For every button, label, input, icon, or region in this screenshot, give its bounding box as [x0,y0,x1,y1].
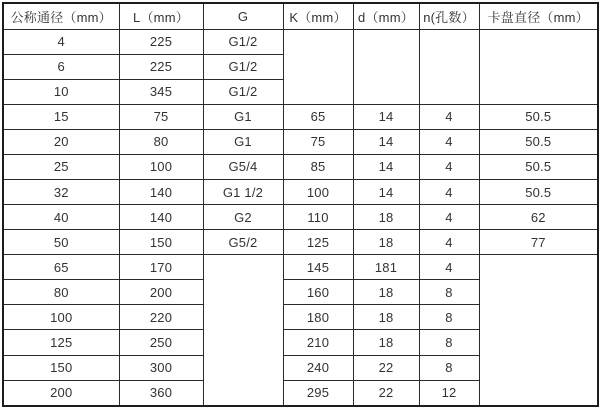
table-cell: 15 [3,104,119,129]
table-cell: 160 [283,280,353,305]
table-cell: G1 1/2 [203,179,283,204]
header-cell-G: G [203,3,283,29]
table-cell: 22 [353,380,419,406]
table-body [3,29,598,406]
table-cell: 4 [3,29,119,54]
table-cell: 4 [419,255,479,280]
table-cell: 200 [119,280,203,305]
table-cell: 181 [353,255,419,280]
dimension-spec-table [2,2,599,407]
table-cell: 4 [419,205,479,230]
table-cell: G1/2 [203,29,283,54]
table-cell: 250 [119,330,203,355]
header-cell-L: L（mm） [119,3,203,29]
table-cell: 8 [419,280,479,305]
table-cell: G5/4 [203,154,283,179]
table-cell: 4 [419,129,479,154]
table-cell: 4 [419,179,479,204]
table-cell: 32 [3,179,119,204]
table-cell: 360 [119,380,203,406]
table-cell: G1 [203,104,283,129]
table-cell [283,29,353,104]
table-cell: 110 [283,205,353,230]
table-cell: 210 [283,330,353,355]
table-cell: G5/2 [203,230,283,255]
table-cell: 80 [3,280,119,305]
table-header [3,3,598,29]
table-cell: 295 [283,380,353,406]
table-cell: 225 [119,29,203,54]
table-cell: 125 [283,230,353,255]
table-row [3,104,598,129]
table-cell: 22 [353,355,419,380]
table-cell: 8 [419,330,479,355]
table-cell: 4 [419,154,479,179]
table-cell: 80 [119,129,203,154]
table-cell: 100 [283,179,353,204]
header-row [3,3,598,29]
table-cell: 300 [119,355,203,380]
table-cell: 65 [3,255,119,280]
table-cell: 14 [353,104,419,129]
table-row [3,154,598,179]
table-cell [353,29,419,104]
table-cell: 10 [3,79,119,104]
table-cell: 4 [419,230,479,255]
table-row [3,29,598,54]
header-cell-chuck-diameter: 卡盘直径（mm） [479,3,598,29]
table-cell: 8 [419,305,479,330]
header-cell-hole-count: n(孔数） [419,3,479,29]
table-cell: 140 [119,205,203,230]
header-cell-K: K（mm） [283,3,353,29]
table-cell: 62 [479,205,598,230]
table-cell: 50.5 [479,179,598,204]
table-cell: 100 [119,154,203,179]
table-cell: 12 [419,380,479,406]
table-row [3,129,598,154]
table-cell: G1/2 [203,54,283,79]
header-cell-d: d（mm） [353,3,419,29]
table-cell: 50.5 [479,129,598,154]
table-row [3,205,598,230]
table-cell: 170 [119,255,203,280]
table-cell: 125 [3,330,119,355]
table-row [3,230,598,255]
table-cell: 25 [3,154,119,179]
table-cell: 50 [3,230,119,255]
table-cell: 20 [3,129,119,154]
header-cell-nominal-diameter: 公称通径（mm） [3,3,119,29]
table-cell: 85 [283,154,353,179]
table-cell: 145 [283,255,353,280]
table-cell: 140 [119,179,203,204]
table-cell [203,255,283,406]
table-cell: 14 [353,129,419,154]
table-row [3,179,598,204]
table-cell: 65 [283,104,353,129]
table-cell: 150 [3,355,119,380]
table-cell [419,29,479,104]
table-cell: 75 [283,129,353,154]
table-cell: 8 [419,355,479,380]
table-cell: 100 [3,305,119,330]
table-cell: 200 [3,380,119,406]
table-cell: 4 [419,104,479,129]
table-cell: G1 [203,129,283,154]
table-cell: 14 [353,154,419,179]
table-cell: 50.5 [479,154,598,179]
table-cell [479,255,598,406]
table-cell [479,29,598,104]
table-cell: 77 [479,230,598,255]
table-cell: 18 [353,305,419,330]
table-cell: 18 [353,230,419,255]
table-cell: 18 [353,330,419,355]
table-cell: 150 [119,230,203,255]
table-cell: 75 [119,104,203,129]
table-cell: 50.5 [479,104,598,129]
table-cell: 6 [3,54,119,79]
table-cell: 220 [119,305,203,330]
table-cell: 18 [353,280,419,305]
table-cell: 14 [353,179,419,204]
table-cell: G2 [203,205,283,230]
table-cell: 40 [3,205,119,230]
table-cell: 345 [119,79,203,104]
table-cell: 180 [283,305,353,330]
table-cell: 225 [119,54,203,79]
table-cell: 18 [353,205,419,230]
table-cell: G1/2 [203,79,283,104]
table-cell: 240 [283,355,353,380]
table-row [3,255,598,280]
